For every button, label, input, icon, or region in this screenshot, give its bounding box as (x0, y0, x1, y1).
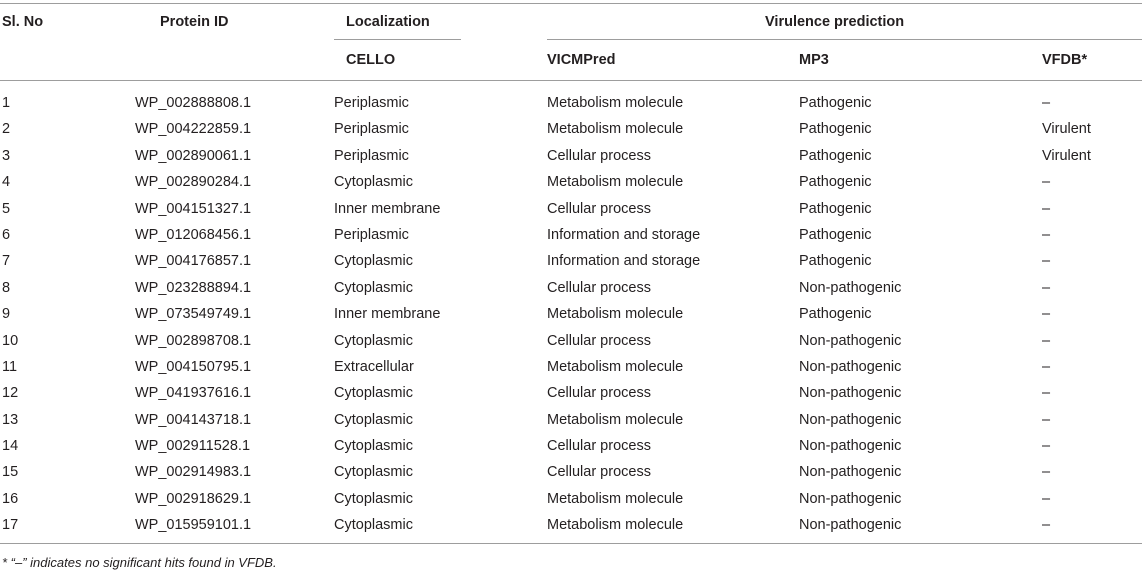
cell-cello: Cytoplasmic (334, 385, 413, 402)
cell-vicmpred: Metabolism molecule (547, 358, 684, 375)
cell-sl-no: 1 (2, 95, 11, 111)
cell-sl-no: 12 (2, 385, 19, 402)
cell-vfdb: – (1042, 174, 1051, 191)
cell-protein-id: WP_023288894.1 (135, 279, 252, 296)
cell-sl-no: 9 (2, 306, 11, 323)
cell-protein-id: WP_004176857.1 (135, 253, 252, 270)
header-localization: Localization (346, 14, 430, 30)
cell-cello: Cytoplasmic (334, 517, 413, 534)
cell-mp3: Pathogenic (799, 200, 872, 217)
cell-sl-no: 8 (2, 279, 11, 296)
cell-vfdb: – (1042, 226, 1051, 243)
cell-protein-id: WP_002918629.1 (135, 490, 252, 507)
cell-vicmpred: Cellular process (547, 438, 651, 455)
cell-vfdb: – (1042, 95, 1051, 111)
cell-vicmpred: Cellular process (547, 332, 651, 349)
cell-mp3: Non-pathogenic (799, 438, 902, 455)
cell-cello: Cytoplasmic (334, 411, 413, 428)
cell-sl-no: 3 (2, 147, 11, 164)
cell-cello: Periplasmic (334, 226, 409, 243)
table-row (0, 275, 1142, 301)
cell-cello: Cytoplasmic (334, 438, 413, 455)
cell-cello: Cytoplasmic (334, 490, 413, 507)
cell-vicmpred: Cellular process (547, 200, 651, 217)
table-row (0, 248, 1142, 274)
table-row (0, 433, 1142, 459)
cell-vicmpred: Cellular process (547, 147, 651, 164)
table-row (0, 169, 1142, 195)
cell-cello: Extracellular (334, 358, 414, 375)
header-cello: CELLO (346, 52, 396, 68)
cell-vicmpred: Cellular process (547, 385, 651, 402)
cell-vfdb: – (1042, 358, 1051, 375)
cell-vfdb: Virulent (1042, 121, 1091, 138)
cell-mp3: Pathogenic (799, 174, 872, 191)
cell-cello: Cytoplasmic (334, 174, 413, 191)
table-row (0, 380, 1142, 406)
cell-mp3: Non-pathogenic (799, 358, 902, 375)
cell-protein-id: WP_015959101.1 (135, 517, 252, 534)
cell-cello: Inner membrane (334, 200, 441, 217)
cell-vfdb: – (1042, 279, 1051, 296)
cell-vicmpred: Cellular process (547, 279, 651, 296)
cell-cello: Cytoplasmic (334, 279, 413, 296)
cell-protein-id: WP_041937616.1 (135, 385, 252, 402)
header-vfdb: VFDB* (1042, 52, 1088, 68)
cell-mp3: Non-pathogenic (799, 332, 902, 349)
cell-mp3: Non-pathogenic (799, 517, 902, 534)
table-bottom-rule (0, 543, 1142, 544)
cell-protein-id: WP_002898708.1 (135, 332, 252, 349)
cell-sl-no: 10 (2, 332, 19, 349)
table-row (0, 512, 1142, 538)
cell-mp3: Non-pathogenic (799, 411, 902, 428)
header-protein-id: Protein ID (160, 14, 229, 30)
header-mp3: MP3 (799, 52, 829, 68)
cell-mp3: Pathogenic (799, 253, 872, 270)
cell-cello: Cytoplasmic (334, 332, 413, 349)
cell-sl-no: 4 (2, 174, 11, 191)
cell-cello: Periplasmic (334, 95, 409, 111)
cell-mp3: Pathogenic (799, 95, 872, 111)
cell-vfdb: – (1042, 517, 1051, 534)
cell-vfdb: – (1042, 490, 1051, 507)
header-bottom-rule (0, 80, 1142, 81)
cell-sl-no: 11 (2, 358, 18, 375)
cell-cello: Cytoplasmic (334, 253, 413, 270)
cell-mp3: Non-pathogenic (799, 385, 902, 402)
cell-vfdb: – (1042, 200, 1051, 217)
cell-mp3: Non-pathogenic (799, 464, 902, 481)
cell-vfdb: – (1042, 306, 1051, 323)
cell-vfdb: – (1042, 332, 1051, 349)
cell-mp3: Non-pathogenic (799, 490, 902, 507)
cell-vicmpred: Metabolism molecule (547, 517, 684, 534)
cell-vicmpred: Metabolism molecule (547, 121, 684, 138)
cell-protein-id: WP_002888808.1 (135, 95, 252, 111)
table-row (0, 90, 1142, 116)
localization-spanner-rule (334, 39, 461, 40)
cell-vfdb: Virulent (1042, 147, 1091, 164)
cell-sl-no: 7 (2, 253, 11, 270)
table-row (0, 301, 1142, 327)
cell-vfdb: – (1042, 411, 1051, 428)
header-sl-no: Sl. No (2, 14, 44, 30)
cell-protein-id: WP_004151327.1 (135, 200, 252, 217)
cell-sl-no: 13 (2, 411, 19, 428)
cell-protein-id: WP_004222859.1 (135, 121, 252, 138)
cell-sl-no: 14 (2, 438, 19, 455)
cell-protein-id: WP_004143718.1 (135, 411, 252, 428)
cell-mp3: Non-pathogenic (799, 279, 902, 296)
cell-vicmpred: Information and storage (547, 226, 701, 243)
cell-mp3: Pathogenic (799, 226, 872, 243)
cell-vfdb: – (1042, 385, 1051, 402)
header-virulence-prediction: Virulence prediction (765, 14, 905, 30)
cell-vicmpred: Metabolism molecule (547, 95, 684, 111)
cell-vicmpred: Metabolism molecule (547, 490, 684, 507)
cell-vicmpred: Cellular process (547, 464, 651, 481)
cell-vicmpred: Metabolism molecule (547, 411, 684, 428)
cell-vfdb: – (1042, 438, 1051, 455)
cell-cello: Inner membrane (334, 306, 441, 323)
cell-sl-no: 5 (2, 200, 11, 217)
header-vicmpred: VICMPred (547, 52, 616, 68)
cell-sl-no: 16 (2, 490, 19, 507)
cell-protein-id: WP_012068456.1 (135, 226, 252, 243)
table-row (0, 486, 1142, 512)
cell-vfdb: – (1042, 253, 1051, 270)
cell-vicmpred: Metabolism molecule (547, 174, 684, 191)
cell-sl-no: 2 (2, 121, 11, 138)
cell-protein-id: WP_073549749.1 (135, 306, 252, 323)
cell-mp3: Pathogenic (799, 147, 872, 164)
table-row (0, 222, 1142, 248)
cell-protein-id: WP_002911528.1 (135, 438, 251, 455)
table-row (0, 459, 1142, 485)
cell-vicmpred: Metabolism molecule (547, 306, 684, 323)
cell-protein-id: WP_002890061.1 (135, 147, 252, 164)
table-row (0, 116, 1142, 142)
cell-cello: Periplasmic (334, 147, 409, 164)
table-row (0, 354, 1142, 380)
cell-mp3: Pathogenic (799, 121, 872, 138)
cell-vicmpred: Information and storage (547, 253, 701, 270)
cell-protein-id: WP_002914983.1 (135, 464, 252, 481)
table-body (0, 90, 1142, 539)
cell-protein-id: WP_002890284.1 (135, 174, 252, 191)
table-footnote: * “–” indicates no significant hits found in VFDB. (2, 555, 277, 570)
cell-sl-no: 6 (2, 226, 11, 243)
cell-cello: Cytoplasmic (334, 464, 413, 481)
table-row (0, 328, 1142, 354)
table-top-rule (0, 3, 1142, 4)
table-row (0, 143, 1142, 169)
cell-cello: Periplasmic (334, 121, 409, 138)
cell-sl-no: 17 (2, 517, 19, 534)
cell-sl-no: 15 (2, 464, 19, 481)
virulence-spanner-rule (547, 39, 1142, 40)
cell-mp3: Pathogenic (799, 306, 872, 323)
cell-protein-id: WP_004150795.1 (135, 358, 252, 375)
table-row (0, 407, 1142, 433)
table-row (0, 196, 1142, 222)
cell-vfdb: – (1042, 464, 1051, 481)
